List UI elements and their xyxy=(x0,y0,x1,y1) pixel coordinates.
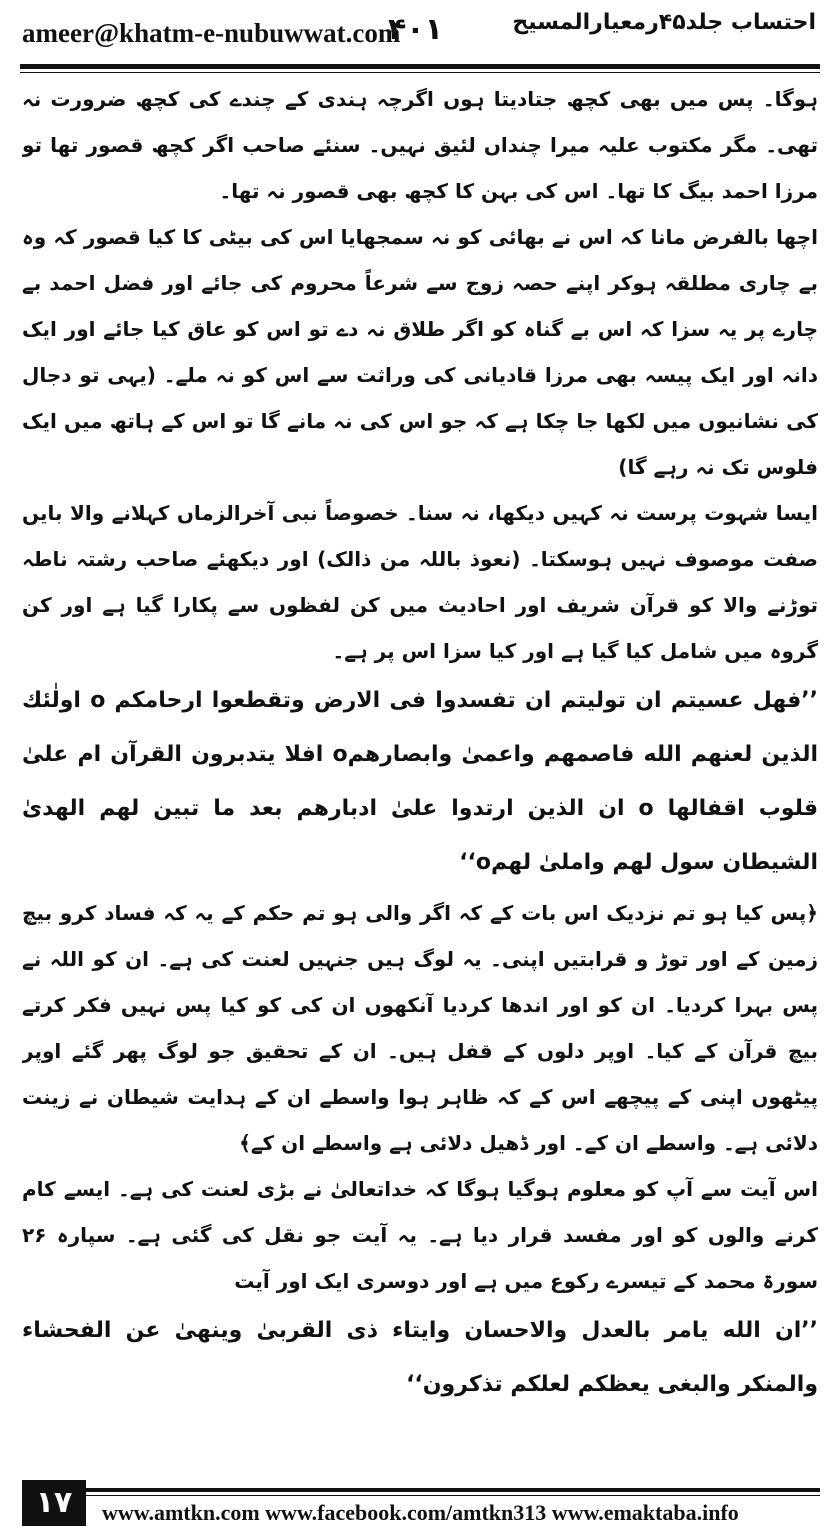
page-number: ۴۰۱ xyxy=(388,12,443,47)
page-body xyxy=(22,76,818,1464)
footer-page-box: ۱۷ xyxy=(22,1480,86,1526)
quranic-quote-2: ’’ان الله يامر بالعدل والاحسان وايتاء ذى القربىٰ وينهىٰ عن الفحشاء والمنكر والبغى يعظكم لعلكم تذكرون‘‘ xyxy=(22,1318,818,1397)
footer-urls: www.amtkn.com www.facebook.com/amtkn313 www.emaktaba.info xyxy=(102,1500,739,1525)
quranic-quote-1: ’’فهل عسيتم ان توليتم ان تفسدوا فى الارض وتقطعوا ارحامكم o اولٰئك الذين لعنهم الله فاصمهم واعمىٰ وابصارهمo افلا يتدبرون القرآن ام علىٰ قلوب اقفالها o ان الذين ارتدوا علىٰ ادبارهم بعد ما تبين لهم الهدىٰ الشيطان سول لهم واملىٰ لهمo‘‘ xyxy=(22,688,818,875)
header-rule-thin xyxy=(20,72,820,73)
paragraph-3: ایسا شہوت پرست نہ کہیں دیکھا، نہ سنا۔ خصوصاً نبی آخرالزماں کہلانے والا بایں صفت موصوف نہیں ہوسکتا۔ (نعوذ باللہ من ذالک) اور دیکھئے صاحب رشتہ ناطہ توڑنے والا کو قرآن شریف اور احادیث میں کن لفظوں سے پکارا گیا ہے اور کن گروہ میں شامل کیا گیا ہے اور کیا سزا اس پر ہے۔ xyxy=(22,501,818,663)
paragraph-5: اس آیت سے آپ کو معلوم ہوگیا ہوگا کہ خداتعالیٰ نے بڑی لعنت کی ہے۔ ایسے کام کرنے والوں کو اور مفسد قرار دیا ہے۔ یہ آیت جو نقل کی گئی ہے۔ سپارہ ۲۶ سورۃ محمد کے تیسرے رکوع میں ہے اور دوسری ایک اور آیت xyxy=(22,1177,818,1293)
page-footer xyxy=(0,1478,840,1540)
footer-rule-thin xyxy=(86,1495,820,1496)
header-email: ameer@khatm-e-nubuwwat.com xyxy=(22,18,401,48)
header-rule-thick xyxy=(20,64,820,69)
footer-rule-thick xyxy=(86,1488,820,1492)
paragraph-translation: ﴿پس کیا ہو تم نزدیک اس بات کے کہ اگر والی ہو تم حکم کے یہ کہ فساد کرو بیچ زمین کے اور توڑ و قرابتیں اپنی۔ یہ لوگ ہیں جنہیں لعنت کی ہے۔ ان کو اللہ نے پس بہرا کردیا۔ ان کو اور اندھا کردیا آنکھوں ان کی کو کیا پس نہیں فکر کرتے بیچ قرآن کے کیا۔ اوپر دلوں کے قفل ہیں۔ ان کے تحقیق جو لوگ پھر گئے اوپر پیٹھوں اپنی کے پیچھے اس کے کہ ظاہر ہوا واسطے ان کے ہدایت شیطان نے زینت دلائی ہے۔ واسطے ان کے۔ اور ڈھیل دلائی ہے واسطے ان کے﴾ xyxy=(22,901,818,1155)
page-header xyxy=(0,0,840,58)
paragraph-2: اچھا بالفرض مانا کہ اس نے بھائی کو نہ سمجھایا اس کی بیٹی کا کیا قصور کہ وہ بے چاری مطلقہ ہوکر اپنے حصہ زوج سے شرعاً محروم کی جائے اور فضل احمد بے چارے پر یہ سزا کہ اس بے گناہ کو اگر طلاق نہ دے تو اس کو عاق کیا جائے اور ایک دانہ اور ایک پیسہ بھی مرزا قادیانی کی وراثت سے اس کو نہ ملے۔ (یہی تو دجال کی نشانیوں میں لکھا جا چکا ہے کہ جو اس کی نہ مانے گا تو اس کے ہاتھ میں ایک فلوس تک نہ رہے گا) xyxy=(22,225,818,479)
paragraph-1: ہوگا۔ پس میں بھی کچھ جتادیتا ہوں اگرچہ ہندی کے چندے کی کچھ ضرورت نہ تھی۔ مگر مکتوب علیہ میرا چنداں لئیق نہیں۔ سنئے صاحب اگر کچھ قصور تھا تو مرزا احمد بیگ کا تھا۔ اس کی بہن کا کچھ بھی قصور نہ تھا۔ xyxy=(22,87,818,203)
book-title: احتساب جلد۴۵رمعیارالمسیح xyxy=(512,10,816,35)
